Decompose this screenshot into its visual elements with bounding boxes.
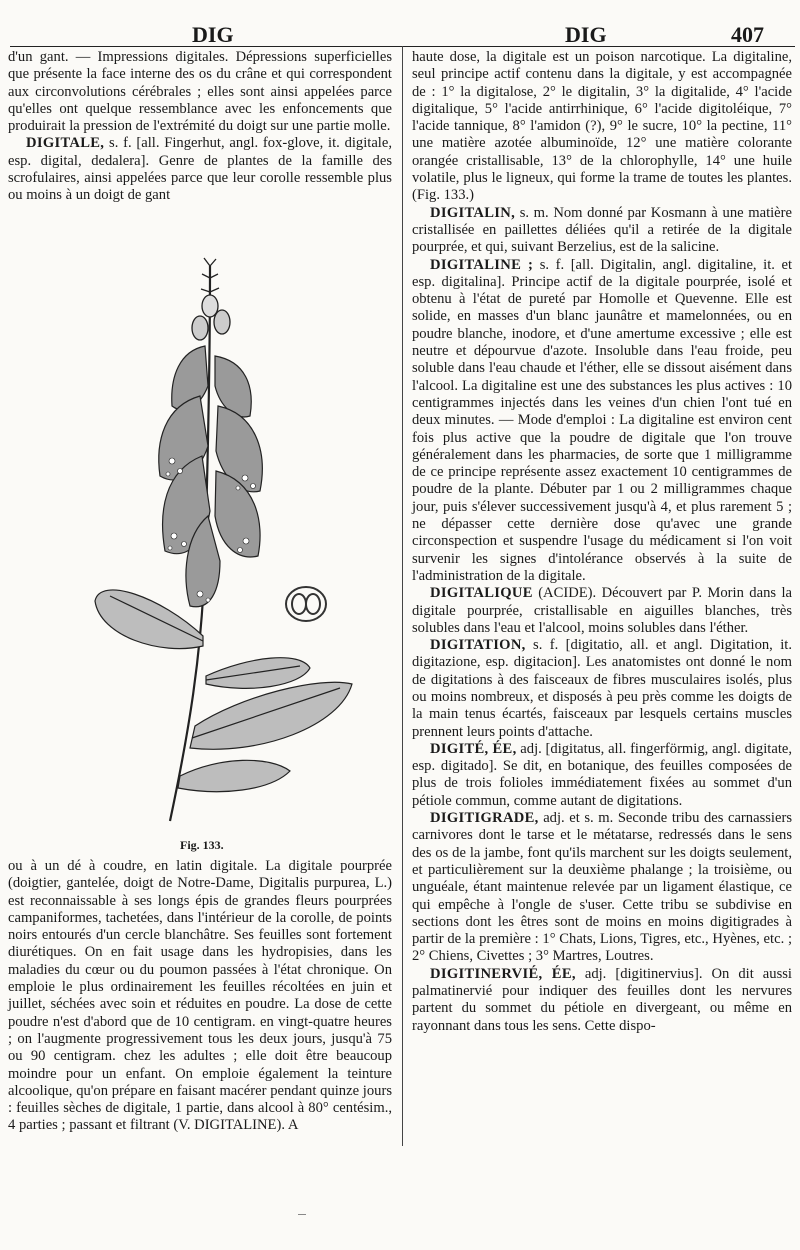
entry-digitale (8, 135, 392, 204)
page-number: 407 (731, 22, 764, 47)
headword: DIGITALIQUE (430, 585, 533, 602)
entry-body: s. f. [all. Digitalin, angl. digitaline, it. et esp. digitalina]. Principe actif de la digitale pourprée, isolé et obtenu à l'état de pureté par Homolle et Quevenne. Elle est solide, en masses d'un blanc jaunâtre et mamelonnées, ou en poudre blanche, inodore, et d'une amertume excessive ; elle est neutre et dépourvue d'azote. Insoluble dans l'eau froide, peu soluble dans l'eau chaude et l'éther, elle se dissout aisément dans l'alcool. La digitaline est une des substances les plus actives : 10 centigrammes injectés dans les veines d'un chien l'ont tué en deux minutes. — Mode d'emploi : La digitaline est environ cent fois plus active que la poudre de digitale que l'on trouve généralement dans les pharmacies, de sorte que 1 milligramme de ce principe représente assez exactement 10 centigrammes de poudre de la plante. Débuter par 1 ou 2 milligrammes chaque jour, puis s'élever successivement jusqu'à 4, et plus rarement 5 ; ne dépasser cette dernière dose qu'avec une grande circonspection et suspendre l'usage du médicament si l'on voit survenir les signes d'intolérance observés à la suite de l'administration de la digitale. (412, 256, 792, 584)
headword: DIGITINERVIÉ, ÉE, (430, 965, 576, 982)
left-column-top (8, 49, 392, 205)
footer-mark (298, 1214, 306, 1215)
foxglove-illustration (60, 256, 360, 826)
headword: DIGITALIN, (430, 204, 516, 221)
ornament-seal-icon (284, 584, 328, 624)
right-column (412, 49, 792, 1035)
column-divider (402, 46, 403, 1146)
entry-digitalin (412, 205, 792, 257)
headword: DIGITIGRADE, (430, 810, 539, 827)
entry-continuation: d'un gant. — Impressions digitales. Dépressions superficielles que présente la face interne des os du crâne et qui correspondent aux circonvolutions cérébrales ; elles sont ainsi appelées parce qu'elles ont quelque ressemblance avec les enfoncements que produirait la pression de l'extrémité du doigt sur une partie molle. (8, 49, 392, 135)
entry-body: s. f. [digitatio, all. et angl. Digitation, it. digitazione, esp. digitacion]. Les anatomistes ont donné le nom de digitations à des faisceaux de fibres musculaires isolés, plus ou moins nombreux, et disposés à peu près comme les doigts de la main tenus écartés, faisceaux par lesquels certains muscles prennent leurs points d'attache. (412, 637, 792, 740)
entry-digitaline (412, 257, 792, 586)
entry-digitale-end: haute dose, la digitale est un poison narcotique. La digitaline, seul principe actif contenu dans la digitale, y est accompagnée de : 1° la digitalose, 2° le digitalin, 3° la digitalide, 4° l'acide digitalique, 5° l'acide antirrhinique, 6° l'acide digitoléique, 7° l'acide tannique, 8° l'amidon (?), 9° le sucre, 10° la pectine, 11° une matière azotée albuminoïde, 12° une matière colorante orangée cristallisable, 13° de la chlorophylle, 14° une huile volatile, plus le ligneux, qui forme la trame de toutes les plantes. (Fig. 133.) (412, 49, 792, 204)
header-left-word: DIG (192, 22, 234, 47)
entry-body: (ACIDE). Découvert par P. Morin dans la digitale pourprée, cristallisable en aiguilles blanches, très solubles dans l'eau et l'alcool, moins solubles dans l'éther. (412, 585, 792, 636)
figure-caption: Fig. 133. (180, 838, 224, 852)
running-header (0, 22, 800, 46)
entry-digitale-continuation: ou à un dé à coudre, en latin digitale. La digitale pourprée (doigtier, gantelée, doigt de Notre-Dame, Digitalis purpurea, L.) est reconnaissable à ses longs épis de grandes fleurs pourprées campaniformes, tachetées, dans l'intérieur de la corolle, de points noirs entourés d'un cercle blanchâtre. Ses feuilles sont fortement diurétiques. On en fait usage dans les hydropisies, dans les maladies du cœur ou du poumon passées à l'état chronique. On emploie le plus ordinairement les feuilles récoltées en juin et juillet, séchées avec soin et réduites en poudre. La dose de cette poudre n'est d'abord que de 10 centigram. en vingt-quatre heures ; on l'augmente progressivement tous les deux jours, jusqu'à 75 ou 90 centigram. chez les adultes ; elle doit être beaucoup moindre pour un enfant. On emploie également la teinture alcoolique, qu'on prépare en faisant macérer pendant quinze jours : feuilles sèches de digitale, 1 partie, dans alcool à 80° centésim., 4 parties ; passant et filtrant (V. DIGITALINE). A (8, 858, 392, 1134)
entry-digitation (412, 637, 792, 741)
left-column-bottom (8, 858, 392, 1135)
entry-body: s. m. Nom donné par Kosmann à une matière cristallisée en paillettes déliées qu'il a retirée de la digitale pourprée, et qui, suivant Berzelius, est de la salicine. (412, 204, 792, 256)
entry-digitalique (412, 585, 792, 637)
headword-digitale: DIGITALE, (26, 135, 105, 152)
entry-body: adj. [digitinervius]. On dit aussi palmatinervié pour indiquer des feuilles dont les nervures partent du sommet du pétiole en divergeant, ou même en rayonnant dans tous les sens. Cette dispo- (412, 965, 792, 1034)
entry-body: adj. [digitatus, all. fingerförmig, angl. digitate, esp. digitado]. Se dit, en botanique, des feuilles composées de plus de trois folioles immédiatement fixées au sommet d'un pétiole commun, comme autant de digitations. (412, 740, 792, 809)
entry-digitale-body: s. f. [all. Fingerhut, angl. fox-glove, it. digitale, esp. digital, dedalera]. Genre de plantes de la famille des scrofulaires, ainsi appelées parce que leur corolle ressemble plus ou moins à un doigt de gant (8, 135, 392, 204)
entry-body: adj. et s. m. Seconde tribu des carnassiers carnivores dont le tarse et le métatarse, redressés dans le sens des os de la jambe, font qu'ils marchent sur les doigts seulement, et particulièrement sur la deuxième phalange ; la troisième, ou unguéale, étant maintenue relevée par un ligament élastique, ce qui empêche à l'ongle de s'user. Cette tribu se subdivise en sections dont les êtres sont de moins en moins digitigrades à partir de la première : 1° Chats, Lions, Tigres, etc., Hyènes, etc. ; 2° Chiens, Civettes ; 3° Martres, Loutres. (412, 810, 792, 965)
entry-digitinervie (412, 966, 792, 1035)
headword: DIGITÉ, ÉE, (430, 740, 517, 757)
entry-digitigrade (412, 810, 792, 966)
headword: DIGITATION, (430, 637, 526, 654)
headword: DIGITALINE ; (430, 256, 534, 273)
entry-digite (412, 741, 792, 810)
header-center-word: DIG (565, 22, 607, 47)
